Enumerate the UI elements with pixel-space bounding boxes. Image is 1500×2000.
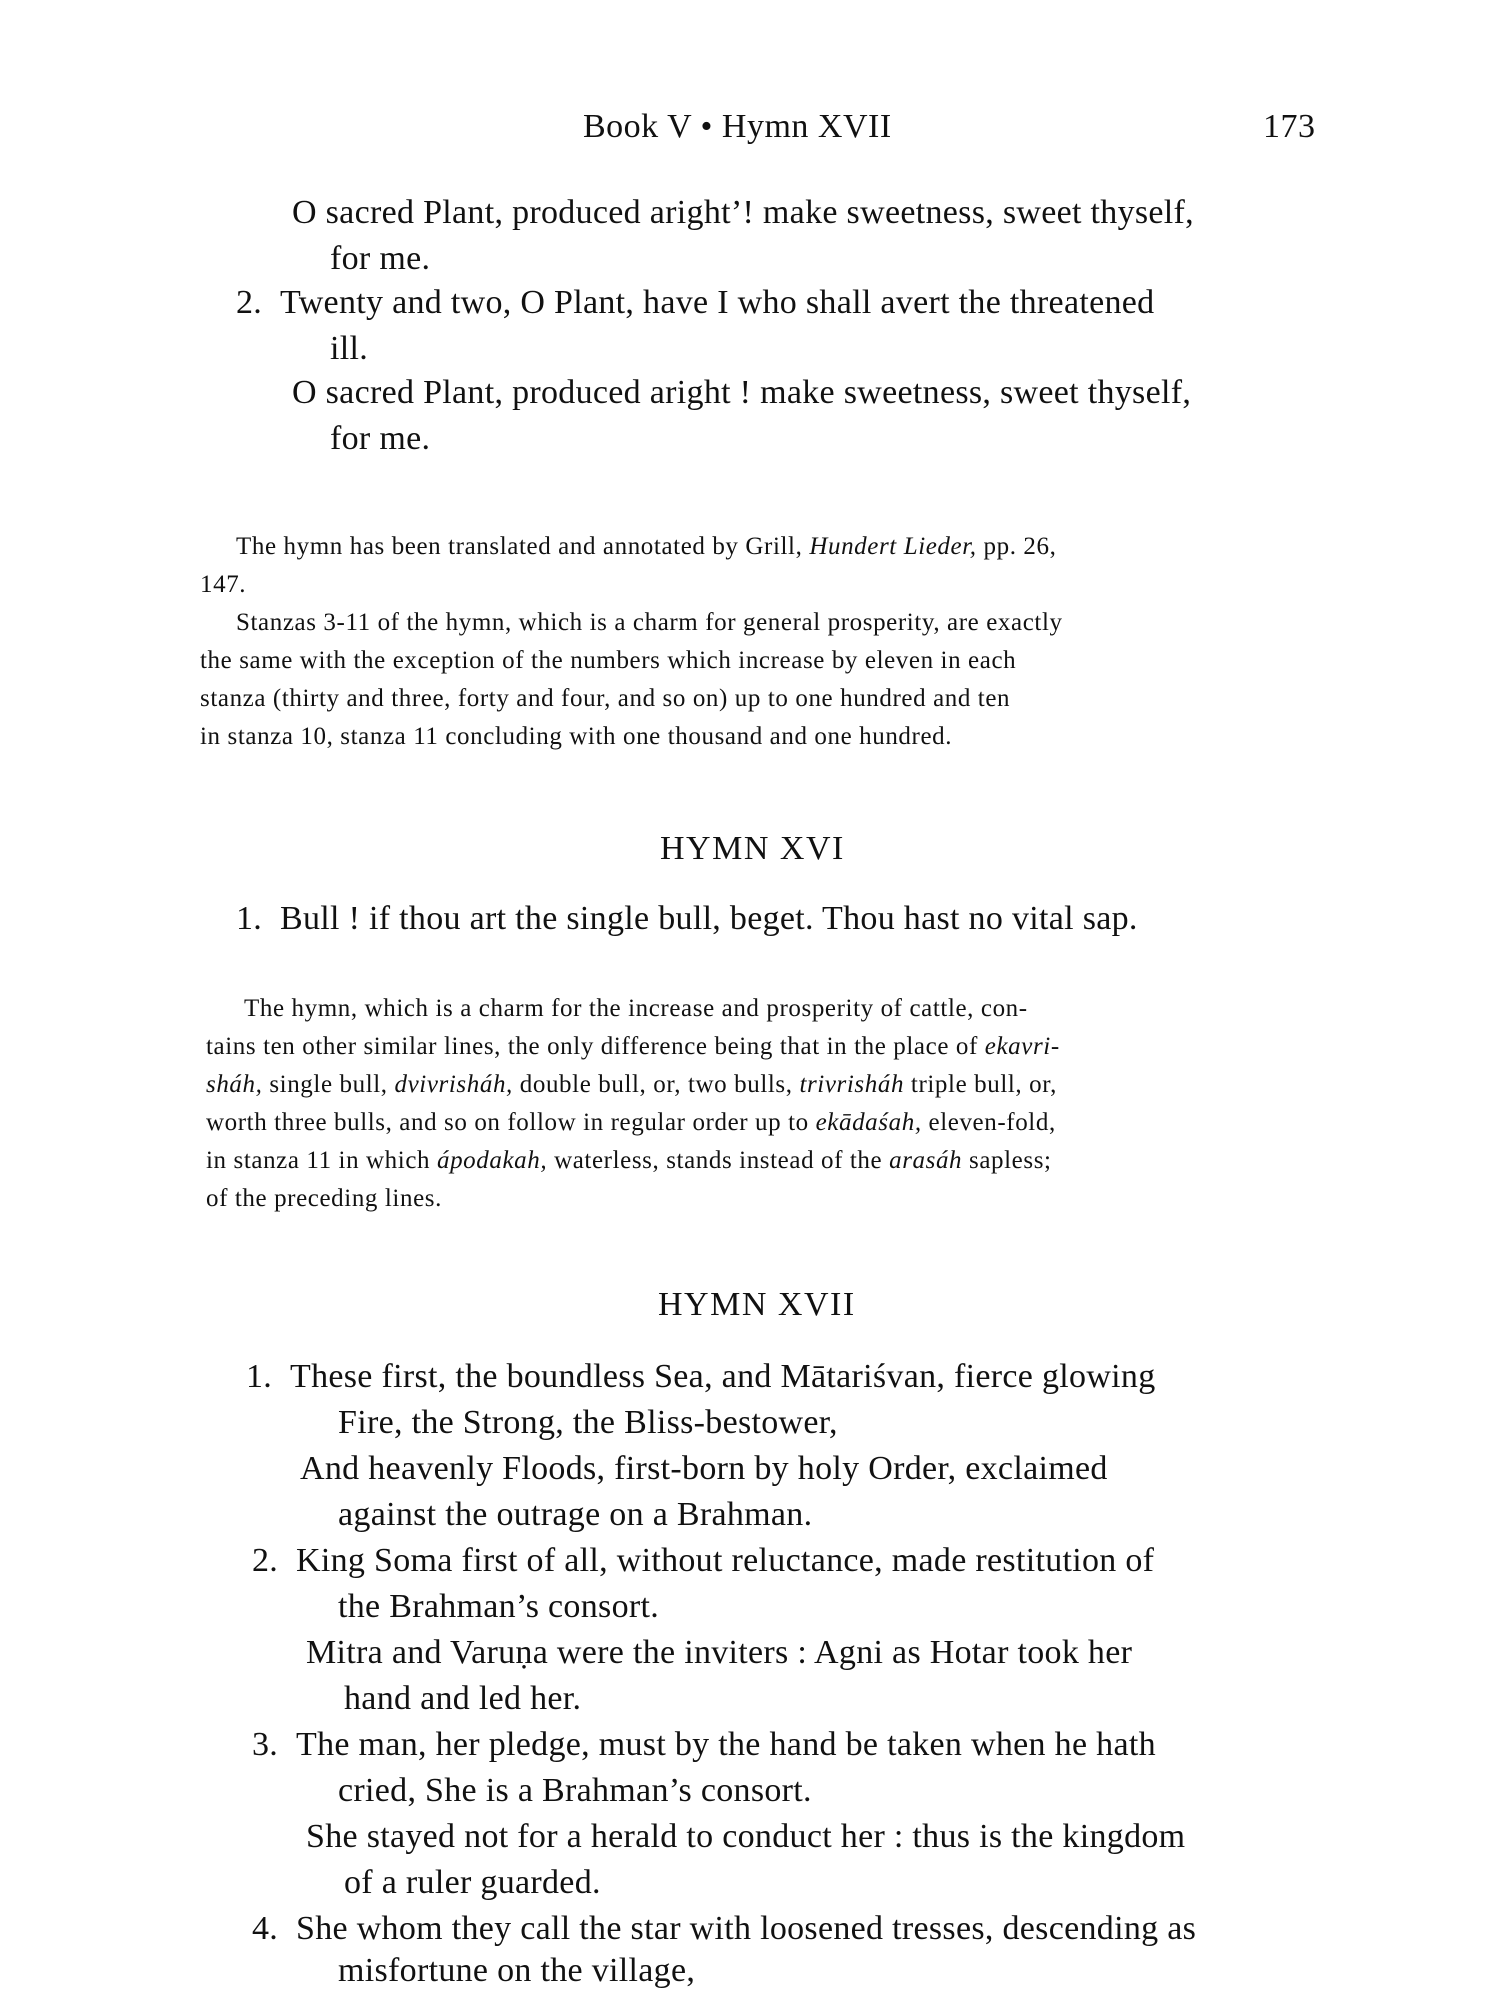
stanza-line xyxy=(236,896,1138,942)
stanza-line: misfortune on the village, xyxy=(338,1952,696,1989)
stanza-number: 1. xyxy=(236,900,263,937)
stanza-line: Mitra and Varuṇa were the inviters : Agni as Hotar took her xyxy=(306,1634,1133,1671)
note-line: of the preceding lines. xyxy=(206,1185,442,1212)
note-line: The hymn, which is a charm for the increase and prosperity of cattle, con- xyxy=(244,995,1028,1022)
stanza-line: the Brahman’s consort. xyxy=(338,1588,660,1625)
note-text: triple bull, or, xyxy=(904,1071,1057,1098)
note-line xyxy=(236,528,1056,566)
note-line: Stanzas 3-11 of the hymn, which is a charm for general prosperity, are exactly xyxy=(236,609,1063,636)
hymn-heading: HYMN XVI xyxy=(660,830,845,867)
note-line xyxy=(206,1142,1052,1180)
refrain-line: for me. xyxy=(330,420,431,457)
refrain-line: O sacred Plant, produced aright’! make sweetness, sweet thyself, xyxy=(292,194,1194,231)
note-text: eleven-fold, xyxy=(921,1109,1056,1136)
sanskrit-term: sháh, xyxy=(206,1071,263,1098)
stanza-line: And heavenly Floods, first-born by holy Order, exclaimed xyxy=(300,1450,1108,1487)
book-title: Hundert Lieder, xyxy=(809,533,977,560)
sanskrit-term: dvivrisháh, xyxy=(394,1071,513,1098)
hymn-heading: HYMN XVII xyxy=(658,1286,856,1323)
stanza-line: She stayed not for a herald to conduct her : thus is the kingdom xyxy=(306,1818,1186,1855)
stanza-line xyxy=(252,1906,1196,1952)
note-text: in stanza 11 in which xyxy=(206,1147,437,1174)
stanza-line: hand and led her. xyxy=(344,1680,582,1717)
stanza-number: 2. xyxy=(236,284,263,321)
note-line xyxy=(206,1028,1060,1066)
note-text: tains ten other similar lines, the only difference being that in the place of xyxy=(206,1033,985,1060)
stanza-line: Fire, the Strong, the Bliss-bestower, xyxy=(338,1404,838,1441)
note-line xyxy=(206,1104,1056,1142)
note-text: sapless; xyxy=(962,1147,1052,1174)
note-line xyxy=(206,1066,1057,1104)
stanza-text: These first, the boundless Sea, and Mātariśvan, fierce glowing xyxy=(290,1358,1156,1395)
note-line: the same with the exception of the numbers which increase by eleven in each xyxy=(200,647,1017,674)
refrain-line: O sacred Plant, produced aright ! make sweetness, sweet thyself, xyxy=(292,374,1192,411)
note-line: stanza (thirty and three, forty and four, and so on) up to one hundred and ten xyxy=(200,685,1011,712)
note-text: double bull, or, two bulls, xyxy=(512,1071,800,1098)
sanskrit-term: ápodakah, xyxy=(436,1147,548,1174)
note-line: 147. xyxy=(200,571,247,598)
refrain-line: for me. xyxy=(330,240,431,277)
sanskrit-term: ekavri- xyxy=(984,1033,1060,1060)
stanza-line xyxy=(246,1354,1156,1400)
note-text: single bull, xyxy=(262,1071,395,1098)
sanskrit-term: arasáh xyxy=(889,1147,963,1174)
page-number: 173 xyxy=(1263,108,1316,145)
stanza-text: Twenty and two, O Plant, have I who shall avert the threatened xyxy=(280,284,1155,321)
stanza-line: against the outrage on a Brahman. xyxy=(338,1496,813,1533)
stanza-line xyxy=(236,280,1154,326)
stanza-number: 4. xyxy=(252,1910,279,1947)
running-header-title: Book V • Hymn XVII xyxy=(583,108,892,145)
stanza-text: The man, her pledge, must by the hand be taken when he hath xyxy=(296,1726,1156,1763)
stanza-line xyxy=(252,1538,1154,1584)
sanskrit-term: ekādaśah, xyxy=(815,1109,922,1136)
stanza-line: of a ruler guarded. xyxy=(344,1864,601,1901)
note-text: The hymn has been translated and annotated by Grill, xyxy=(236,533,810,560)
stanza-line: ill. xyxy=(330,330,369,367)
stanza-line: cried, She is a Brahman’s consort. xyxy=(338,1772,812,1809)
stanza-text: King Soma first of all, without reluctance, made restitution of xyxy=(296,1542,1155,1579)
stanza-line xyxy=(252,1722,1156,1768)
stanza-text: She whom they call the star with loosened tresses, descending as xyxy=(296,1910,1197,1947)
note-line: in stanza 10, stanza 11 concluding with one thousand and one hundred. xyxy=(200,723,953,750)
note-text: worth three bulls, and so on follow in regular order up to xyxy=(206,1109,816,1136)
stanza-number: 3. xyxy=(252,1726,279,1763)
note-text: waterless, stands instead of the xyxy=(547,1147,890,1174)
note-text: pp. 26, xyxy=(976,533,1057,560)
stanza-number: 1. xyxy=(246,1358,273,1395)
stanza-text: Bull ! if thou art the single bull, beget. Thou hast no vital sap. xyxy=(280,900,1138,937)
sanskrit-term: trivrisháh xyxy=(799,1071,905,1098)
stanza-number: 2. xyxy=(252,1542,279,1579)
